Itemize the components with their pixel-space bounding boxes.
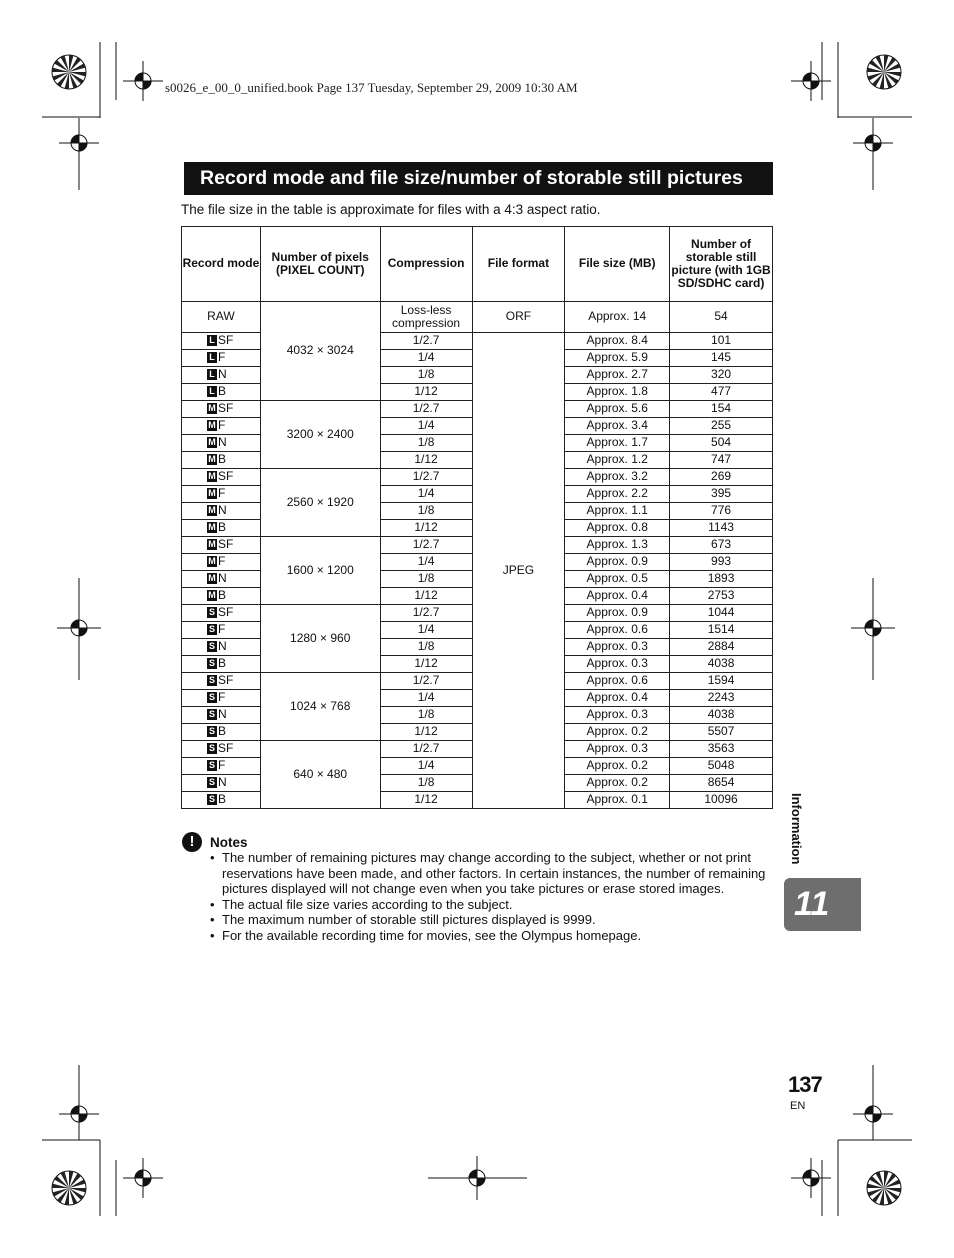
cell-size: Approx. 0.5 <box>565 571 670 588</box>
image-size-icon: S <box>208 794 215 804</box>
cell-count: 8654 <box>670 775 773 792</box>
cell-compression: 1/8 <box>380 775 472 792</box>
cell-compression: 1/2.7 <box>380 469 472 486</box>
cell-size: Approx. 0.3 <box>565 639 670 656</box>
cell-compression: 1/12 <box>380 384 472 401</box>
cell-compression: 1/2.7 <box>380 537 472 554</box>
quality-label: B <box>218 792 227 806</box>
cell-size: Approx. 1.7 <box>565 435 670 452</box>
cell-mode <box>182 724 261 741</box>
cell-size: Approx. 0.1 <box>565 792 670 809</box>
cell-mode <box>182 452 261 469</box>
cell-size: Approx. 0.6 <box>565 673 670 690</box>
cell-count: 395 <box>670 486 773 503</box>
cell-count: 776 <box>670 503 773 520</box>
page-number: 137 <box>788 1072 822 1097</box>
cell-size: Approx. 0.3 <box>565 741 670 758</box>
cell-size: Approx. 0.3 <box>565 707 670 724</box>
quality-label: N <box>218 367 227 381</box>
cell-mode <box>182 469 261 486</box>
cell-mode <box>182 401 261 418</box>
intro-text: The file size in the table is approximate for files with a 4:3 aspect ratio. <box>181 202 601 217</box>
table-row <box>182 302 773 333</box>
cell-compression: 1/8 <box>380 435 472 452</box>
quality-label: N <box>218 639 227 653</box>
cell-pixels: 1600 × 1200 <box>260 537 380 605</box>
quality-label: F <box>218 690 226 704</box>
cell-compression: 1/12 <box>380 656 472 673</box>
cell-compression: 1/12 <box>380 452 472 469</box>
note-item: • The number of remaining pictures may change according to the subject, whether or not print reservations have been made, and other factors. In certain instances, the number of remaining pictures displayed will not change even when you take pictures or erase stored images. <box>206 850 776 897</box>
cell-size: Approx. 2.7 <box>565 367 670 384</box>
cell-mode <box>182 384 261 401</box>
color-calibration-star-icon <box>52 1171 86 1205</box>
cell-compression: 1/4 <box>380 690 472 707</box>
image-size-icon: S <box>208 777 215 787</box>
col-pixels: Number of pixels (PIXEL COUNT) <box>260 227 380 302</box>
cell-mode <box>182 520 261 537</box>
cell-pixels: 1280 × 960 <box>260 605 380 673</box>
cell-size: Approx. 8.4 <box>565 333 670 350</box>
cell-pixels: 1024 × 768 <box>260 673 380 741</box>
image-size-icon: M <box>208 488 216 498</box>
cell-size: Approx. 0.2 <box>565 758 670 775</box>
cell-compression: 1/2.7 <box>380 333 472 350</box>
cell-size: Approx. 0.3 <box>565 656 670 673</box>
cell-mode <box>182 673 261 690</box>
cell-mode <box>182 571 261 588</box>
notes-list <box>206 850 776 943</box>
cell-pixels: 3200 × 2400 <box>260 401 380 469</box>
cell-mode <box>182 792 261 809</box>
image-size-icon: M <box>208 454 216 464</box>
quality-label: N <box>218 435 227 449</box>
cell-count: 673 <box>670 537 773 554</box>
quality-label: F <box>218 622 226 636</box>
cell-size: Approx. 3.4 <box>565 418 670 435</box>
image-size-icon: M <box>208 522 216 532</box>
cell-count: 154 <box>670 401 773 418</box>
image-size-icon: M <box>208 471 216 481</box>
cell-mode <box>182 554 261 571</box>
cell-mode <box>182 537 261 554</box>
cell-count: 2753 <box>670 588 773 605</box>
cell-mode <box>182 605 261 622</box>
quality-label: B <box>218 452 227 466</box>
cell-mode <box>182 486 261 503</box>
cell-mode <box>182 690 261 707</box>
cell-compression: 1/12 <box>380 724 472 741</box>
quality-label: SF <box>218 333 234 347</box>
cell-compression: 1/4 <box>380 758 472 775</box>
cell-count: 3563 <box>670 741 773 758</box>
quality-label: F <box>218 758 226 772</box>
cell-mode: RAW <box>182 302 261 333</box>
cell-mode <box>182 758 261 775</box>
cell-format: JPEG <box>472 333 565 809</box>
image-size-icon: S <box>208 675 215 685</box>
registration-target-icon <box>123 61 163 101</box>
cell-count: 320 <box>670 367 773 384</box>
image-size-icon: S <box>208 692 215 702</box>
image-size-icon: M <box>208 573 216 583</box>
cell-size: Approx. 0.4 <box>565 588 670 605</box>
cell-pixels: 640 × 480 <box>260 741 380 809</box>
registration-target-icon <box>791 1158 831 1198</box>
quality-label: SF <box>218 401 234 415</box>
cell-mode <box>182 707 261 724</box>
registration-target-icon <box>123 1158 163 1198</box>
color-calibration-star-icon <box>52 55 86 89</box>
cell-size: Approx. 0.4 <box>565 690 670 707</box>
cell-count: 477 <box>670 384 773 401</box>
cell-compression: 1/8 <box>380 707 472 724</box>
cell-size: Approx. 14 <box>565 302 670 333</box>
cell-compression: 1/8 <box>380 571 472 588</box>
cell-compression: 1/12 <box>380 792 472 809</box>
registration-target-icon <box>791 61 831 101</box>
quality-label: F <box>218 554 226 568</box>
cell-mode <box>182 418 261 435</box>
cell-mode <box>182 741 261 758</box>
cell-count: 5048 <box>670 758 773 775</box>
cell-compression: 1/8 <box>380 503 472 520</box>
cell-compression: Loss-less compression <box>380 302 472 333</box>
cell-pixels: 2560 × 1920 <box>260 469 380 537</box>
image-size-icon: M <box>208 539 216 549</box>
cell-count: 4038 <box>670 656 773 673</box>
warning-icon: ! <box>182 832 202 852</box>
cell-compression: 1/8 <box>380 367 472 384</box>
col-file-size: File size (MB) <box>565 227 670 302</box>
quality-label: SF <box>218 605 234 619</box>
image-size-icon: M <box>208 505 216 515</box>
image-size-icon: S <box>208 658 215 668</box>
note-item: • The actual file size varies according to the subject. <box>206 897 776 913</box>
cell-compression: 1/4 <box>380 418 472 435</box>
image-size-icon: S <box>208 709 215 719</box>
cell-size: Approx. 2.2 <box>565 486 670 503</box>
cell-size: Approx. 0.2 <box>565 724 670 741</box>
cell-count: 2243 <box>670 690 773 707</box>
cell-mode <box>182 350 261 367</box>
quality-label: SF <box>218 741 234 755</box>
cell-size: Approx. 0.2 <box>565 775 670 792</box>
quality-label: SF <box>218 537 234 551</box>
cell-count: 5507 <box>670 724 773 741</box>
cell-size: Approx. 1.8 <box>565 384 670 401</box>
cell-mode <box>182 503 261 520</box>
cell-compression: 1/4 <box>380 622 472 639</box>
cell-count: 1893 <box>670 571 773 588</box>
cell-count: 993 <box>670 554 773 571</box>
color-calibration-star-icon <box>867 55 901 89</box>
cell-count: 747 <box>670 452 773 469</box>
image-size-icon: M <box>208 437 216 447</box>
quality-label: SF <box>218 673 234 687</box>
color-calibration-star-icon <box>867 1171 901 1205</box>
image-size-icon: S <box>208 760 215 770</box>
cell-count: 1594 <box>670 673 773 690</box>
cell-compression: 1/2.7 <box>380 673 472 690</box>
cell-count: 10096 <box>670 792 773 809</box>
cell-compression: 1/8 <box>380 639 472 656</box>
image-size-icon: L <box>207 352 217 363</box>
note-item: • For the available recording time for movies, see the Olympus homepage. <box>206 928 776 944</box>
cell-size: Approx. 5.6 <box>565 401 670 418</box>
cell-count: 1514 <box>670 622 773 639</box>
chapter-tab: 11 <box>784 878 861 931</box>
cell-size: Approx. 3.2 <box>565 469 670 486</box>
image-size-icon: M <box>208 420 216 430</box>
cell-size: Approx. 1.1 <box>565 503 670 520</box>
cell-mode <box>182 588 261 605</box>
cell-size: Approx. 0.8 <box>565 520 670 537</box>
image-size-icon: M <box>208 403 216 413</box>
image-size-icon: L <box>207 369 217 380</box>
quality-label: N <box>218 503 227 517</box>
quality-label: SF <box>218 469 234 483</box>
image-size-icon: L <box>207 386 217 397</box>
file-header-line: s0026_e_00_0_unified.book Page 137 Tuesday, September 29, 2009 10:30 AM <box>165 80 578 95</box>
cell-size: Approx. 0.9 <box>565 605 670 622</box>
image-size-icon: S <box>208 624 215 634</box>
quality-label: N <box>218 571 227 585</box>
quality-label: F <box>218 418 226 432</box>
image-size-icon: S <box>208 726 215 736</box>
col-record-mode: Record mode <box>182 227 261 302</box>
cell-compression: 1/4 <box>380 554 472 571</box>
page-language: EN <box>790 1100 806 1112</box>
quality-label: N <box>218 775 227 789</box>
col-file-format: File format <box>472 227 565 302</box>
cell-compression: 1/12 <box>380 588 472 605</box>
quality-label: B <box>218 384 227 398</box>
quality-label: B <box>218 724 227 738</box>
cell-mode <box>182 775 261 792</box>
quality-label: F <box>218 350 226 364</box>
cell-compression: 1/4 <box>380 350 472 367</box>
cell-format: ORF <box>472 302 565 333</box>
cell-count: 504 <box>670 435 773 452</box>
cell-size: Approx. 5.9 <box>565 350 670 367</box>
cell-size: Approx. 1.2 <box>565 452 670 469</box>
record-mode-table <box>181 226 773 809</box>
cell-mode <box>182 367 261 384</box>
cell-compression: 1/2.7 <box>380 741 472 758</box>
cell-mode <box>182 333 261 350</box>
cell-mode <box>182 622 261 639</box>
cell-compression: 1/2.7 <box>380 401 472 418</box>
cell-count: 54 <box>670 302 773 333</box>
cell-count: 255 <box>670 418 773 435</box>
cell-mode <box>182 639 261 656</box>
col-storable-count: Number of storable still picture (with 1GB SD/SDHC card) <box>670 227 773 302</box>
cell-compression: 1/2.7 <box>380 605 472 622</box>
image-size-icon: S <box>208 641 215 651</box>
cell-count: 269 <box>670 469 773 486</box>
cell-count: 145 <box>670 350 773 367</box>
cell-count: 1044 <box>670 605 773 622</box>
section-title: Record mode and file size/number of storable still pictures <box>181 162 773 195</box>
cell-size: Approx. 0.9 <box>565 554 670 571</box>
quality-label: B <box>218 588 227 602</box>
quality-label: N <box>218 707 227 721</box>
cell-size: Approx. 0.6 <box>565 622 670 639</box>
quality-label: B <box>218 520 227 534</box>
col-compression: Compression <box>380 227 472 302</box>
cell-mode <box>182 656 261 673</box>
image-size-icon: S <box>208 607 215 617</box>
image-size-icon: M <box>208 590 216 600</box>
note-item: • The maximum number of storable still pictures displayed is 9999. <box>206 912 776 928</box>
image-size-icon: S <box>208 743 215 753</box>
image-size-icon: L <box>207 335 217 346</box>
table-header-row <box>182 227 773 302</box>
cell-pixels: 4032 × 3024 <box>260 302 380 401</box>
cell-compression: 1/12 <box>380 520 472 537</box>
quality-label: B <box>218 656 227 670</box>
image-size-icon: M <box>208 556 216 566</box>
cell-count: 4038 <box>670 707 773 724</box>
cell-size: Approx. 1.3 <box>565 537 670 554</box>
cell-mode <box>182 435 261 452</box>
cell-count: 101 <box>670 333 773 350</box>
cell-count: 1143 <box>670 520 773 537</box>
cell-compression: 1/4 <box>380 486 472 503</box>
side-section-label: Information <box>789 793 804 865</box>
notes-title: Notes <box>210 835 248 850</box>
quality-label: F <box>218 486 226 500</box>
cell-count: 2884 <box>670 639 773 656</box>
